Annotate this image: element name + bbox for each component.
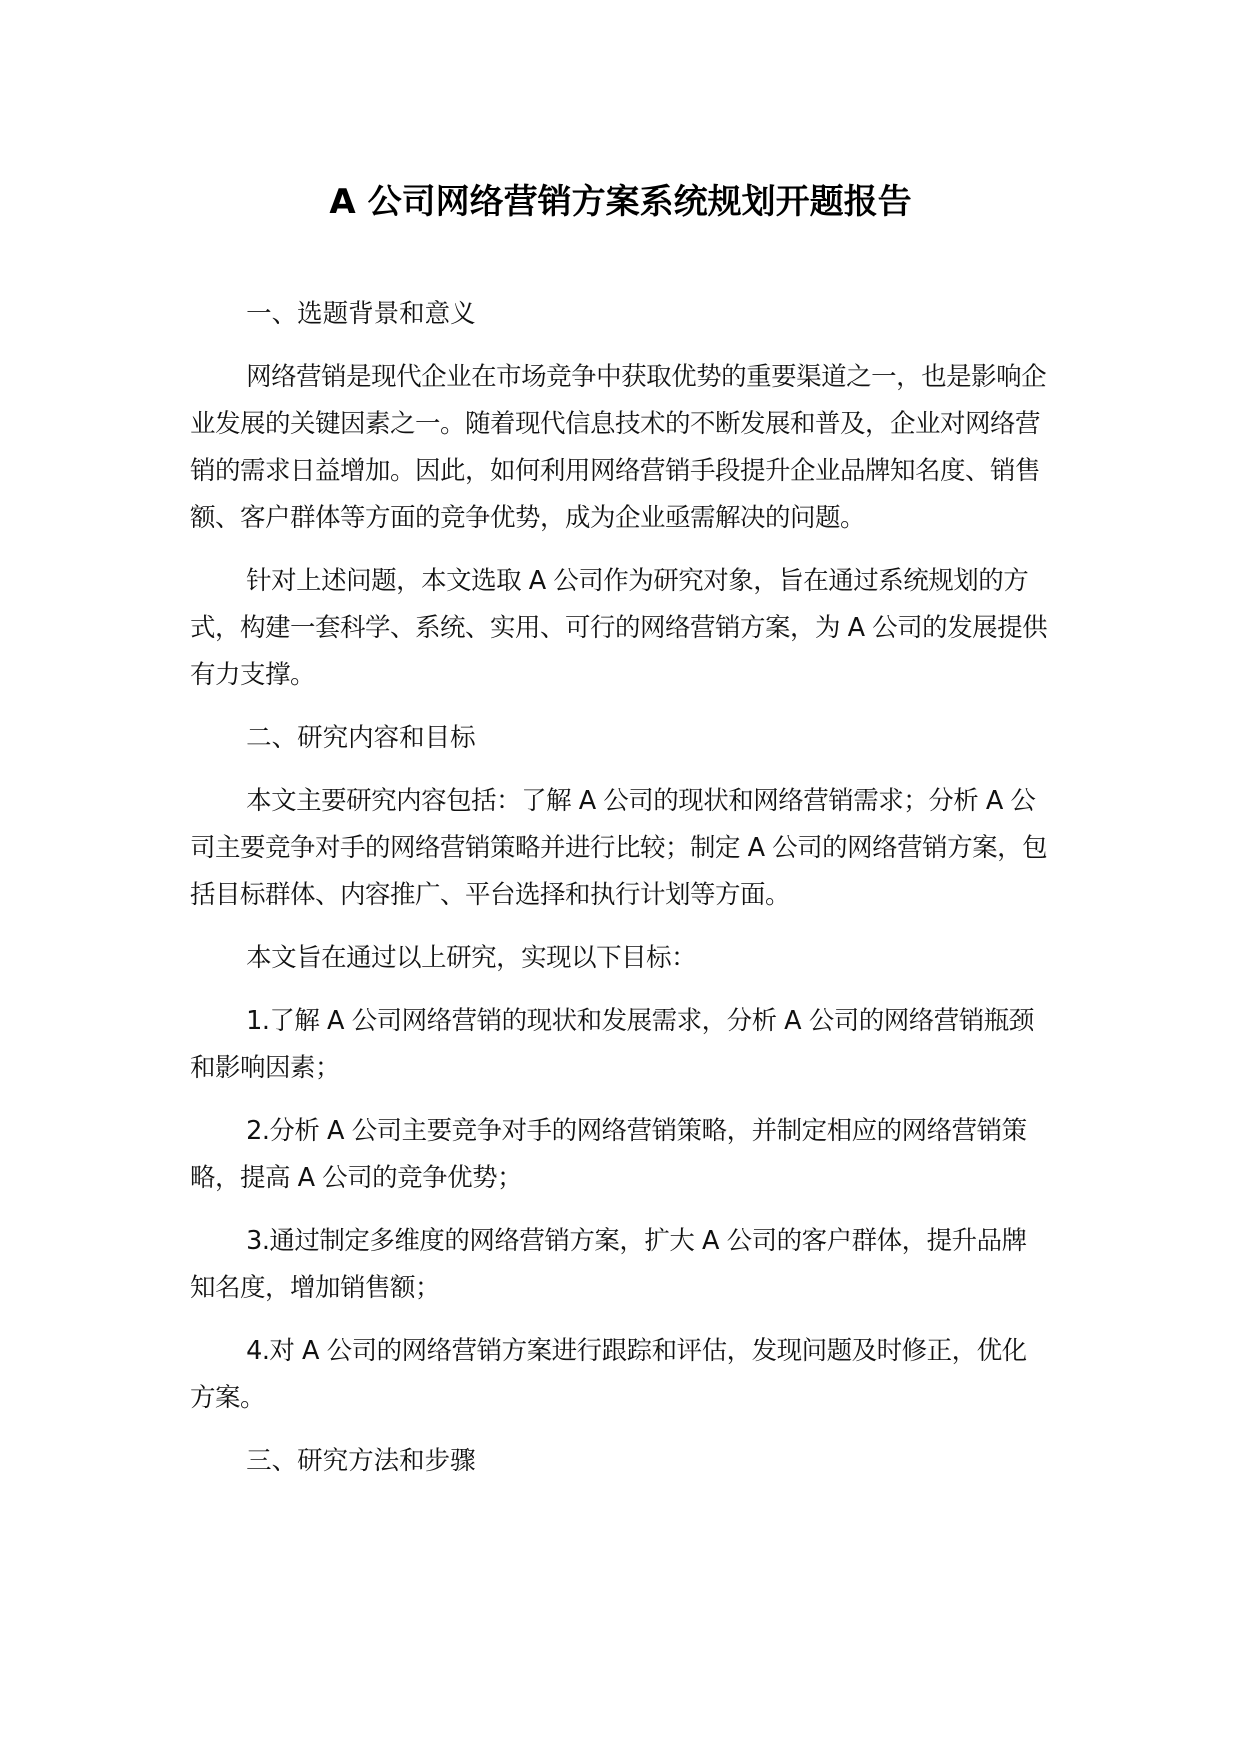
section-heading-background: 一、选题背景和意义 — [246, 299, 476, 329]
goal-item-1: 1.了解 A 公司网络营销的现状和发展需求，分析 A 公司的网络营销瓶颈和影响因素； — [190, 1006, 1034, 1083]
paragraph-content-1: 本文主要研究内容包括：了解 A 公司的现状和网络营销需求；分析 A 公司主要竞争对手的网络营销策略并进行比较；制定 A 公司的网络营销方案，包括目标群体、内容推广、平台选择和执行计划等方面。 — [190, 786, 1048, 910]
paragraph-background-1: 网络营销是现代企业在市场竞争中获取优势的重要渠道之一，也是影响企业发展的关键因素之一。随着现代信息技术的不断发展和普及，企业对网络营销的需求日益增加。因此，如何利用网络营销手段提升企业品牌知名度、销售额、客户群体等方面的竞争优势，成为企业亟需解决的问题。 — [190, 362, 1047, 533]
paragraph-background-2: 针对上述问题，本文选取 A 公司作为研究对象，旨在通过系统规划的方式，构建一套科学、系统、实用、可行的网络营销方案，为 A 公司的发展提供有力支撑。 — [190, 566, 1048, 690]
document-title: A 公司网络营销方案系统规划开题报告 — [329, 182, 912, 222]
section-heading-methods: 三、研究方法和步骤 — [246, 1446, 476, 1476]
paragraph-goals-intro: 本文旨在通过以上研究，实现以下目标： — [246, 943, 697, 973]
section-heading-content-goals: 二、研究内容和目标 — [246, 723, 476, 753]
document-body — [190, 291, 1050, 1501]
goal-item-4: 4.对 A 公司的网络营销方案进行跟踪和评估，发现问题及时修正，优化方案。 — [190, 1336, 1027, 1413]
goal-item-2: 2.分析 A 公司主要竞争对手的网络营销策略，并制定相应的网络营销策略，提高 A 公司的竞争优势； — [190, 1116, 1027, 1193]
goal-item-3: 3.通过制定多维度的网络营销方案，扩大 A 公司的客户群体，提升品牌知名度，增加销售额； — [190, 1226, 1027, 1303]
